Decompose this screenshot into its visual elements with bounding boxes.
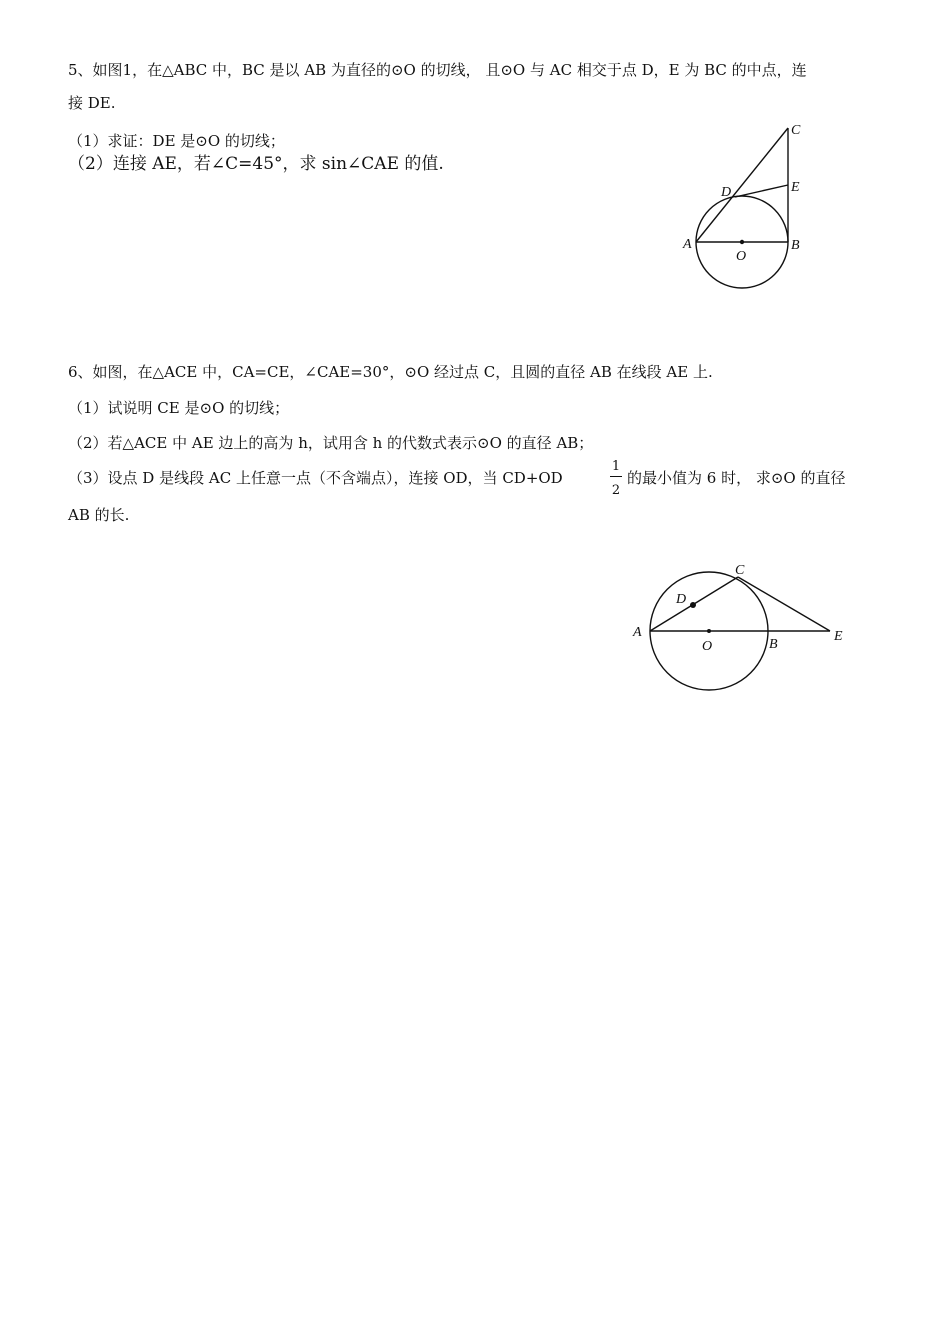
p6-label-c: C	[735, 563, 745, 578]
p5-part1: （1）求证：DE 是⊙O 的切线；	[68, 132, 285, 150]
p5-stem-line1: 5、如图1，在△ABC 中，BC 是以 AB 为直径的⊙O 的切线， 且⊙O 与 AC 相交于点 D，E 为 BC 的中点，连	[68, 61, 807, 79]
p6-label-d: D	[676, 592, 687, 607]
p5-part2: （2）连接 AE，若∠C=45°，求 sin∠CAE 的值.	[68, 154, 444, 174]
p6-part3-before: （3）设点 D 是线段 AC 上任意一点（不含端点），连接 OD，当 CD+OD	[68, 469, 563, 487]
p6-label-b: B	[769, 637, 778, 652]
p5-label-b: B	[791, 238, 800, 253]
p6-stem: 6、如图，在△ACE 中，CA=CE，∠CAE=30°，⊙O 经过点 C，且圆的直径 AB 在线段 AE 上.	[68, 363, 713, 381]
p6-label-o: O	[702, 639, 713, 654]
p6-part3-line2: AB 的长.	[68, 506, 130, 524]
p6-label-a: A	[633, 625, 642, 640]
p5-label-c: C	[791, 123, 801, 138]
p6-part1: （1）试说明 CE 是⊙O 的切线；	[68, 399, 290, 417]
p5-label-a: A	[683, 237, 692, 252]
p6-frac-numerator: 1	[611, 459, 621, 474]
p6-frac-bar	[610, 476, 622, 477]
p6-part2: （2）若△ACE 中 AE 边上的高为 h，试用含 h 的代数式表示⊙O 的直径 AB；	[68, 434, 594, 452]
p6-label-e: E	[834, 629, 843, 644]
p5-label-o: O	[736, 249, 747, 264]
p6-part3-after: 的最小值为 6 时， 求⊙O 的直径	[627, 469, 846, 487]
p5-label-d: D	[721, 185, 732, 200]
p5-label-e: E	[791, 180, 800, 195]
p5-stem-line2: 接 DE.	[68, 94, 116, 112]
p6-frac-denominator: 2	[611, 483, 621, 498]
